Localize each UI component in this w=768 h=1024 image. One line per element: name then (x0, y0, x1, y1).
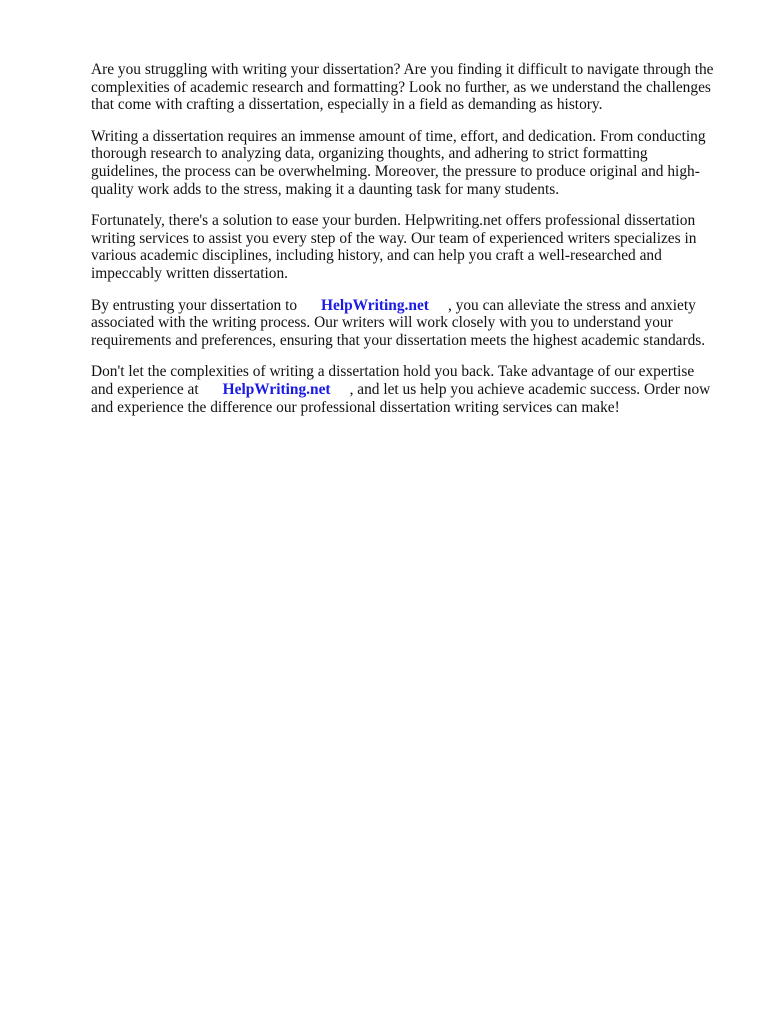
text-line: Don't let the complexities of writing a dissertation hold you back. Take advantage of our expertise (91, 363, 695, 381)
text-line (91, 297, 723, 315)
text-fragment: , you can alleviate the stress and anxiety (447, 296, 696, 314)
text-fragment: , and let us help you achieve academic success. Order now (349, 380, 711, 398)
paragraph-intro (91, 61, 723, 114)
text-fragment: By entrusting your dissertation to (91, 296, 298, 314)
text-line: associated with the writing process. Our writers will work closely with you to understand your (91, 314, 673, 332)
paragraph-challenges (91, 128, 723, 198)
text-line: Are you struggling with writing your dissertation? Are you finding it difficult to navigate through the (91, 61, 714, 78)
text-line: requirements and preferences, ensuring that your dissertation meets the highest academic standards. (91, 331, 706, 349)
paragraph-entrusting (91, 297, 723, 350)
helpwriting-link[interactable]: HelpWriting.net (222, 380, 331, 398)
text-line: impeccably written dissertation. (91, 264, 289, 282)
text-line: writing services to assist you every step of the way. Our team of experienced writers specializes in (91, 229, 697, 247)
document-body (91, 61, 723, 430)
paragraph-solution (91, 212, 723, 282)
text-fragment: and experience at (91, 380, 199, 398)
text-line: Writing a dissertation requires an immense amount of time, effort, and dedication. From conducting (91, 127, 706, 145)
text-line (91, 381, 723, 399)
paragraph-call-to-action (91, 363, 723, 416)
text-line: that come with crafting a dissertation, especially in a field as demanding as history. (91, 96, 603, 114)
text-line: Fortunately, there's a solution to ease your burden. Helpwriting.net offers professional dissertation (91, 212, 696, 230)
text-line: and experience the difference our professional dissertation writing services can make! (91, 398, 620, 416)
text-line: various academic disciplines, including history, and can help you craft a well-researched and (91, 247, 662, 265)
helpwriting-link[interactable]: HelpWriting.net (321, 296, 429, 314)
text-line: thorough research to analyzing data, organizing thoughts, and adhering to strict formatting (91, 145, 648, 163)
text-line: complexities of academic research and formatting? Look no further, as we understand the challenges (91, 78, 711, 96)
text-line: quality work adds to the stress, making it a daunting task for many students. (91, 180, 560, 198)
text-line: guidelines, the process can be overwhelming. Moreover, the pressure to produce original and high- (91, 162, 700, 180)
